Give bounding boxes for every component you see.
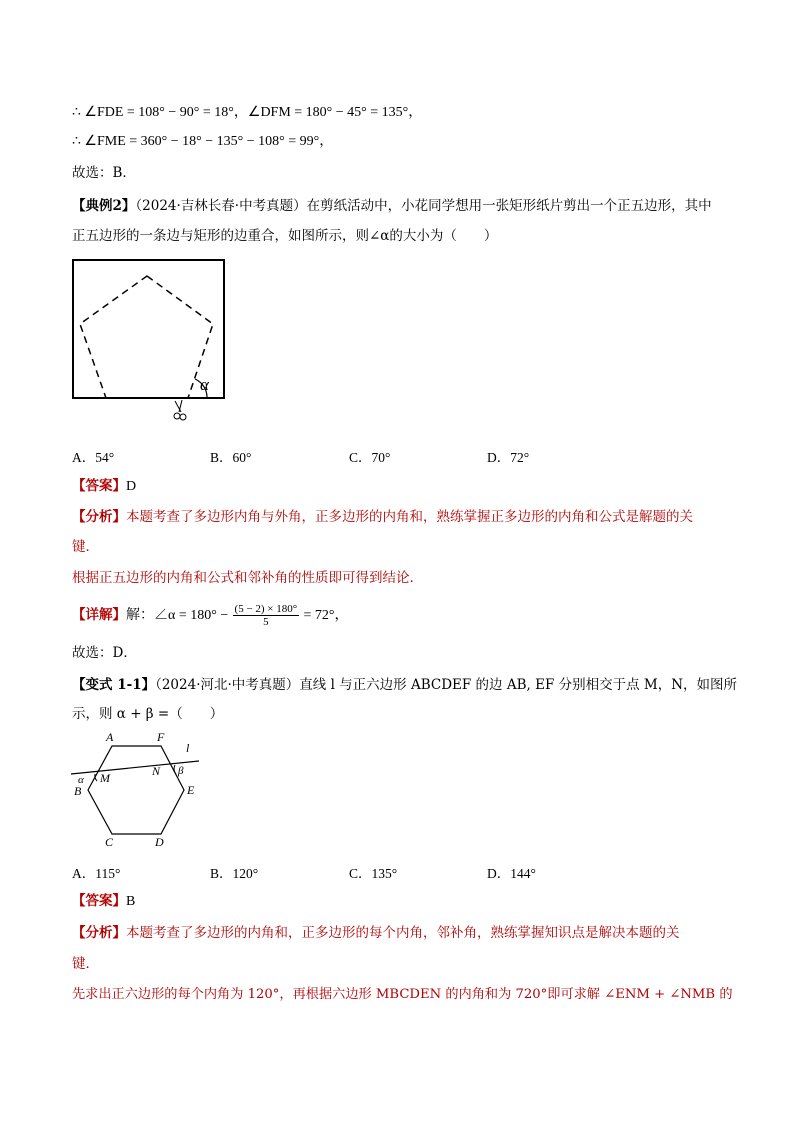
label-n: N bbox=[152, 764, 161, 778]
example-2-question bbox=[72, 197, 712, 215]
label-m: M bbox=[100, 771, 110, 785]
scissors-icon bbox=[174, 400, 186, 420]
label-c: C bbox=[105, 835, 114, 849]
choose-line-1: 故选：B． bbox=[72, 165, 136, 181]
option-a-2: A．115° bbox=[72, 866, 121, 881]
option-a-1: A．54° bbox=[72, 450, 115, 465]
example-2-text: （2024·吉林长春·中考真题）在剪纸活动中，小花同学想用一张矩形纸片剪出一个正五边形，其中 bbox=[135, 198, 712, 214]
figure-hexagon bbox=[66, 728, 216, 853]
analysis-2-cont: 键． bbox=[72, 956, 99, 972]
option-d-2: D．144° bbox=[487, 866, 536, 881]
figure-pentagon bbox=[70, 257, 230, 427]
option-d-1: D．72° bbox=[487, 450, 530, 465]
option-c-2: C．135° bbox=[349, 866, 398, 881]
answer-tag: 【答案】 bbox=[72, 478, 126, 494]
option-b-2: B．120° bbox=[210, 866, 259, 881]
option-b-1: B．60° bbox=[210, 450, 252, 465]
hexagon bbox=[88, 746, 184, 834]
option-c-1: C．70° bbox=[349, 450, 391, 465]
example-2-tag: 【典例2】 bbox=[72, 198, 136, 214]
variant-tag: 【变式 1-1】 bbox=[72, 677, 156, 693]
analysis-tag: 【分析】 bbox=[72, 509, 126, 525]
label-beta: β bbox=[178, 765, 184, 777]
label-b: B bbox=[74, 784, 82, 798]
alpha-label: α bbox=[200, 375, 209, 394]
answer-1: 【答案】D bbox=[72, 478, 137, 494]
solution-line-2: ∴ ∠FME = 360° − 18° − 135° − 108° = 99°， bbox=[72, 134, 334, 149]
detail-1: 【详解】解：∠α = 180° − $\frac{(5 - 2) \times 180^\circ}{5}$ = 72°， bbox=[72, 603, 349, 628]
label-a: A bbox=[106, 730, 114, 744]
label-l: l bbox=[186, 741, 190, 755]
solution-line-1: ∴ ∠FDE = 108° − 90° = 18°，∠DFM = 180° − 45° = 135°， bbox=[72, 105, 423, 120]
variant-text: （2024·河北·中考真题）直线 l 与正六边形 ABCDEF 的边 AB, EF 分别相交于点 M，N，如图所 bbox=[155, 677, 738, 693]
answer-2: 【答案】B bbox=[72, 893, 136, 909]
label-f: F bbox=[157, 730, 165, 744]
analysis-2-summary: 先求出正六边形的每个内角为 120°，再根据六边形 MBCDEN 的内角和为 720°即可求解 ∠ENM + ∠NMB 的 bbox=[72, 987, 733, 1002]
variant-question-cont: 示，则 α + β =（ ） bbox=[72, 706, 224, 722]
analysis-1: 【分析】本题考查了多边形内角与外角，正多边形的内角和，熟练掌握正多边形的内角和公式是解题的关 bbox=[72, 509, 693, 525]
fraction: $\frac{(5 - 2) \times 180^\circ}{5}$ bbox=[234, 603, 298, 628]
label-alpha: α bbox=[78, 774, 84, 786]
label-d: D bbox=[155, 835, 164, 849]
detail-tag: 【详解】 bbox=[72, 607, 126, 623]
example-2-question-cont: 正五边形的一条边与矩形的边重合，如图所示，则∠α的大小为（ ） bbox=[72, 228, 498, 244]
analysis-1-cont: 键． bbox=[72, 539, 99, 555]
analysis-2: 【分析】本题考查了多边形的内角和，正多边形的每个内角，邻补角，熟练掌握知识点是解决本题的关 bbox=[72, 925, 680, 941]
pentagon-dashed bbox=[80, 276, 213, 398]
choose-line-2: 故选：D． bbox=[72, 645, 137, 661]
analysis-1-summary: 根据正五边形的内角和公式和邻补角的性质即可得到结论． bbox=[72, 570, 423, 586]
label-e: E bbox=[187, 783, 195, 797]
variant-question bbox=[72, 676, 737, 694]
